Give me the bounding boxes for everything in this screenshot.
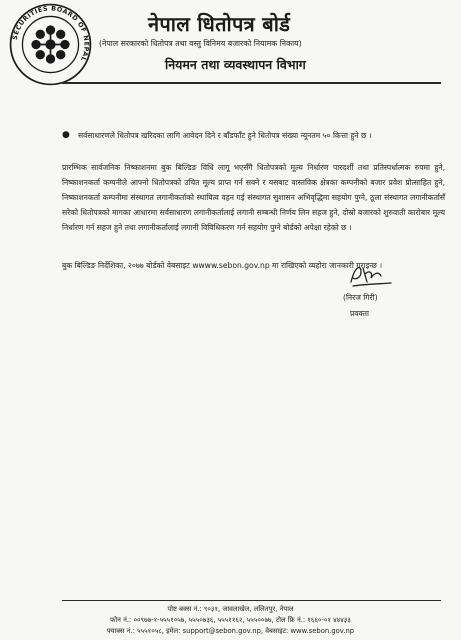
bullet-point bbox=[62, 128, 445, 143]
sebon-logo-seal bbox=[8, 2, 93, 87]
bullet-text: सर्वसाधारणले धितोपत्र खरिदका लागि आवेदन दिने र बाँडफाँट हुने धितोपत्र संख्या न्यूनतम ५० कित्ता हुने छ । bbox=[78, 131, 372, 140]
bullet-icon: ● bbox=[62, 130, 70, 140]
department-title: नियमन तथा व्यवस्थापन विभाग bbox=[165, 57, 306, 72]
org-name: नेपाल धितोपत्र बोर्ड bbox=[148, 12, 291, 36]
footer-phone: फोन नं.: ००९७७-१-५५५१०५७, ५५५०७३६, ५५५११६२, ५५५००७७, टोल फ्रि नं.: १६६०-०१ ४४४३३ bbox=[110, 616, 351, 624]
footer-divider bbox=[62, 600, 441, 601]
signatory-name: (निरज गिरी) bbox=[343, 293, 378, 302]
body-paragraph-notice: बुक बिल्डिङ निर्देशिका, २०७७ बोर्डको वेबसाइट wwww.sebon.gov.np मा राखिएको व्यहोरा जानकारी गराइन्छ । bbox=[62, 261, 383, 270]
signatory-role: प्रवक्ता bbox=[350, 309, 369, 318]
body-paragraph: प्रारम्भिक सार्वजनिक निष्काशनमा बुक बिल्डिङ विधि लागू भएसँगै धितोपत्रको मूल्य निर्धारण पारदर्शी तथा प्रतिस्पर्धात्मक रुपमा हुने, निष्काशनकर्ता कम्पनीले आफ्नो धितोपत्रको उचित मूल्य प्राप्त गर्न सक्ने र यसबाट वास्तविक क्षेत्रका कम्पनीको बजार प्रवेश प्रोत्साहित हुने, निष्काशनकर्ता कम्पनीमा संस्थागत लगानीकर्ताको स्थायित्व वहन गई संस्थागत सुशासन अभिवृद्धिमा सहयोग पुग्ने, ठूला संस्थागत लगानीकर्तासँ सरेको धितोपत्रको मागका आधारमा सर्वसाधारण लगानीकर्तालाई लगानी सम्बन्धी निर्णय लिन सहज हुने, दोस्रो बजारको शुरुवाती कारोबार मूल्य निर्धारण गर्न सहज हुने तथा लगानीकर्तालाई लगानी विविधिकरण गर्न सहयोग पुग्ने बोर्डको अपेक्षा रहेको छ । bbox=[62, 163, 445, 232]
handwritten-signature bbox=[345, 262, 395, 290]
footer-address: पोष्ट बक्स नं.: ९०३१, जावलाखेल, ललितपुर, नेपाल bbox=[167, 605, 294, 613]
footer-contact: फ्याक्स नं.: ५५५१०५८, इमेल: support@sebon.gov.np, वेबसाइट: www.sebon.gov.np bbox=[106, 627, 355, 635]
org-subtitle: (नेपाल सरकारको धितोपत्र तथा वस्तु विनिमय बजारको नियामक निकाय) bbox=[99, 39, 302, 48]
logo-ring-text: SECURITIES BOARD OF NEPAL bbox=[10, 4, 91, 63]
header-divider bbox=[62, 82, 441, 84]
